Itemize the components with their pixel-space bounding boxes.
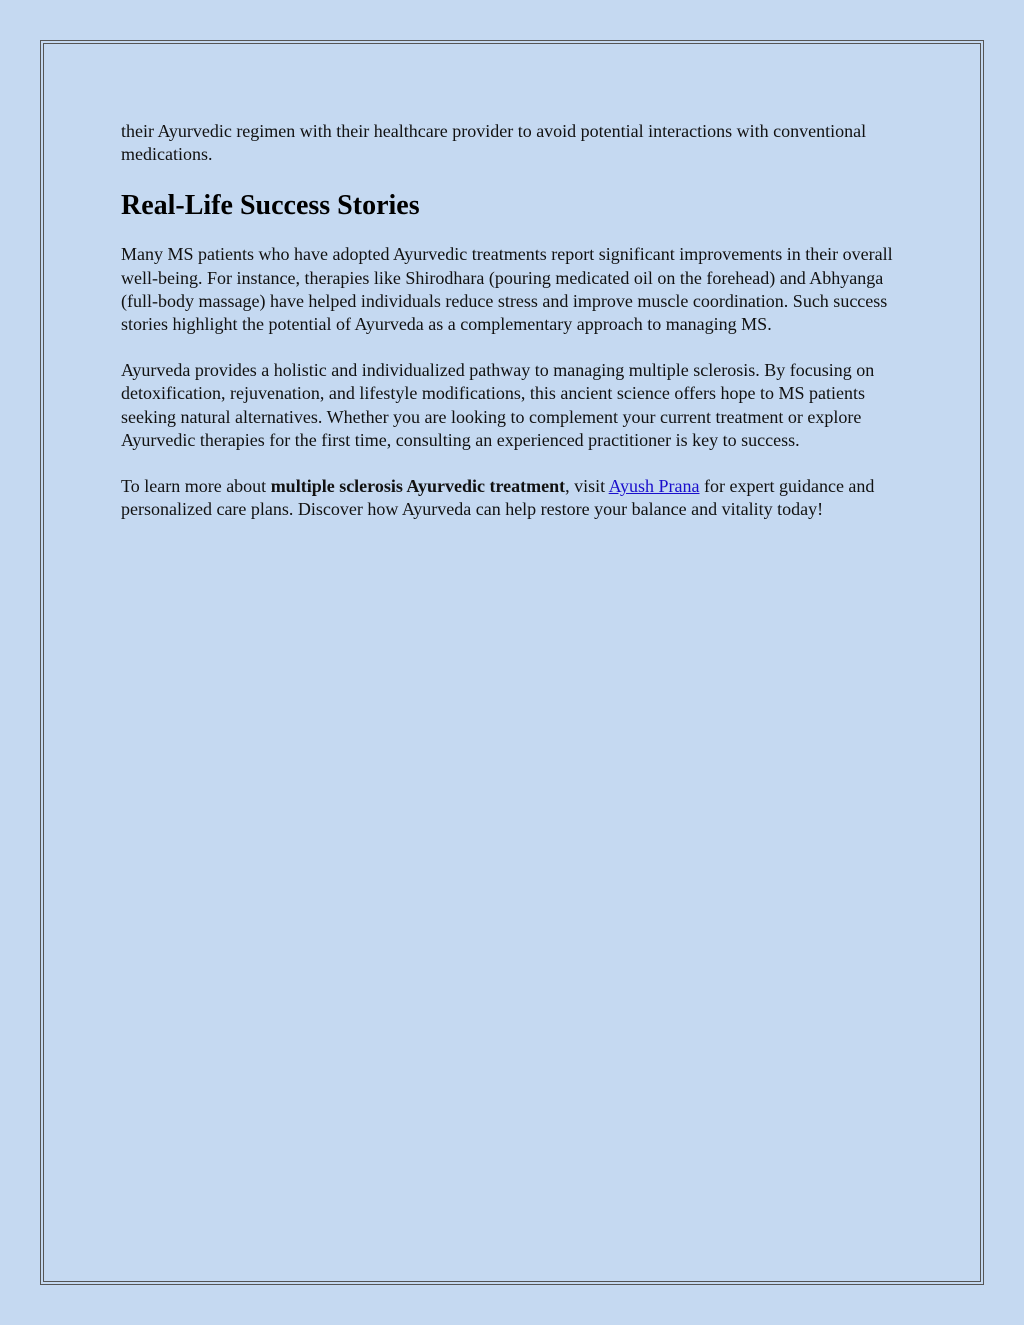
call-to-action-paragraph [121, 475, 911, 521]
cta-mid-text: , visit [565, 476, 609, 497]
intro-paragraph: their Ayurvedic regimen with their healthcare provider to avoid potential interactions with conventional medications. [121, 121, 867, 165]
section-heading: Real-Life Success Stories [121, 190, 420, 222]
document-content [121, 120, 911, 521]
cta-bold-keyword: multiple sclerosis Ayurvedic treatment [270, 476, 566, 497]
success-stories-paragraph: Many MS patients who have adopted Ayurvedic treatments report significant improvements in their overall well-being. For instance, therapies like Shirodhara (pouring medicated oil on the forehead) and Abhyanga (full-body massage) have helped individuals reduce stress and improve muscle coordination. Such success stories highlight the potential of Ayurveda as a complementary approach to managing MS. [121, 244, 893, 335]
ayush-prana-link[interactable]: Ayush Prana [608, 476, 700, 497]
summary-paragraph: Ayurveda provides a holistic and individualized pathway to managing multiple sclerosis. By focusing on detoxification, rejuvenation, and lifestyle modifications, this ancient science offers hope to MS patients seeking natural alternatives. Whether you are looking to complement your current treatment or explore Ayurvedic therapies for the first time, consulting an experienced practitioner is key to success. [121, 360, 875, 450]
cta-lead-text: To learn more about [121, 476, 271, 497]
cta-tail-text: for expert guidance and personalized care plans. Discover how Ayurveda can help restore your balance and vitality today! [121, 476, 875, 520]
